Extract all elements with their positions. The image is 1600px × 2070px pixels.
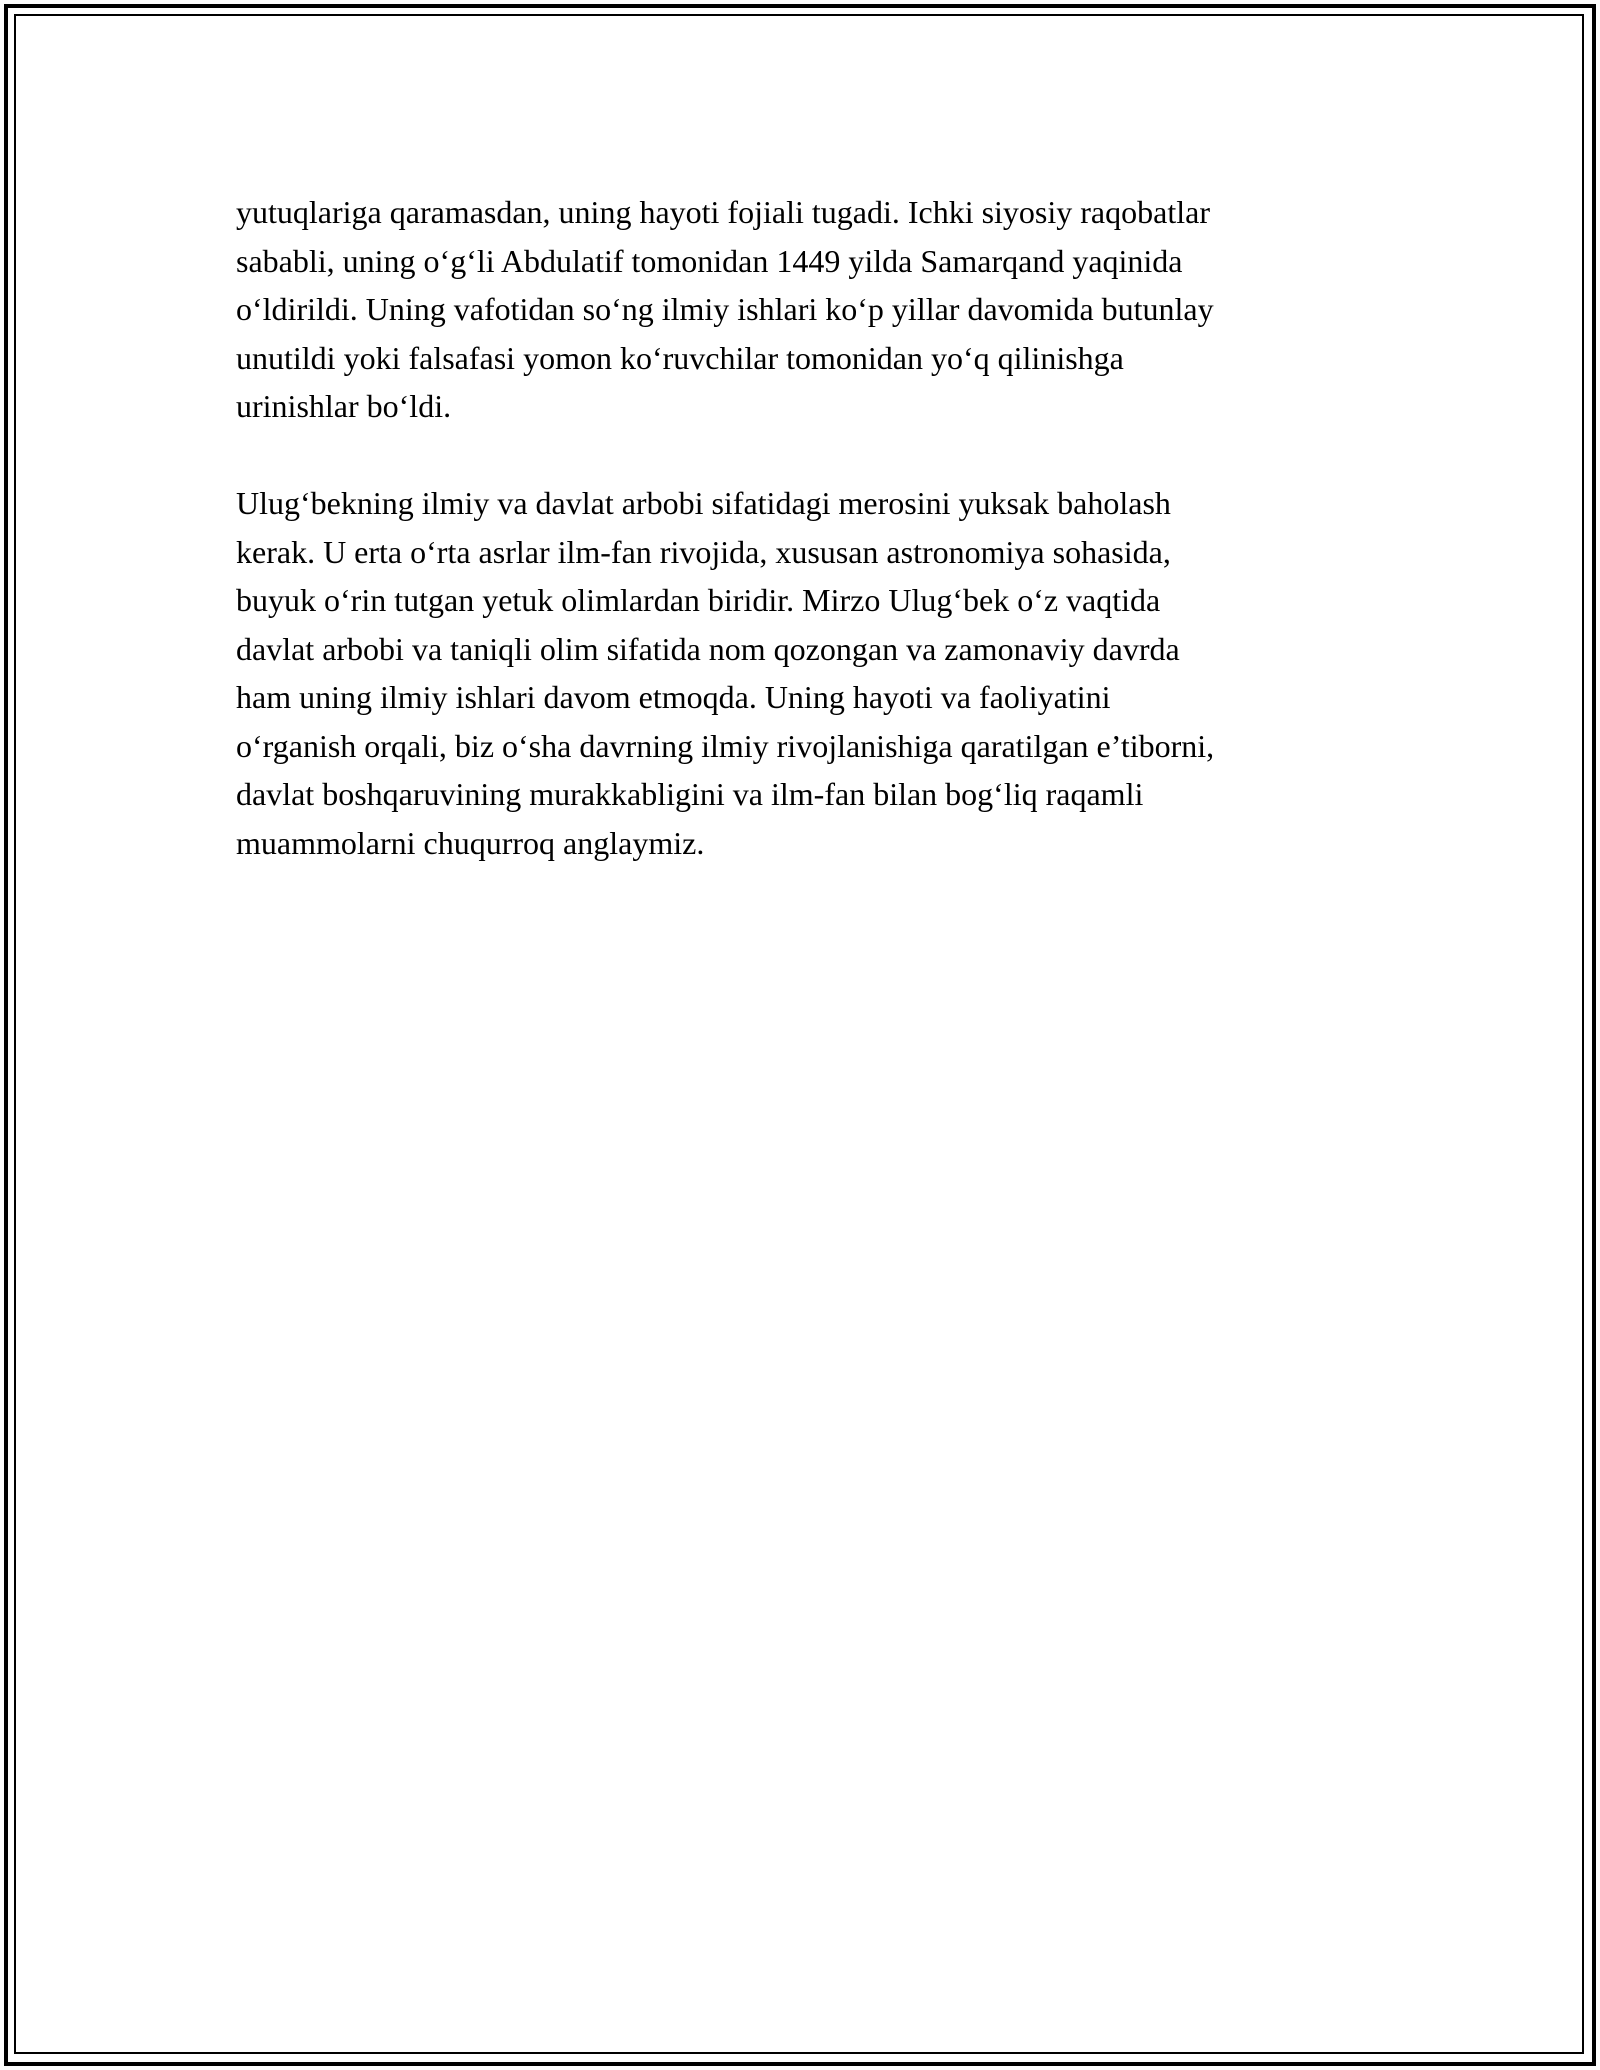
document-body [236, 188, 1376, 867]
text-line: unutildi yoki falsafasi yomon ko‘ruvchilar tomonidan yo‘q qilinishga [236, 339, 1124, 376]
text-line: muammolarni chuqurroq anglaymiz. [236, 824, 705, 861]
text-line: o‘rganish orqali, biz o‘sha davrning ilmiy rivojlanishiga qaratilgan e’tiborni, [236, 727, 1215, 764]
text-line: Ulug‘bekning ilmiy va davlat arbobi sifatidagi merosini yuksak baholash [236, 485, 1171, 521]
paragraph-1 [236, 188, 1376, 431]
text-line: o‘ldirildi. Uning vafotidan so‘ng ilmiy ishlari ko‘p yillar davomida butunlay [236, 291, 1214, 327]
text-line: urinishlar bo‘ldi. [236, 388, 452, 424]
text-line: sababli, uning o‘g‘li Abdulatif tomonidan 1449 yilda Samarqand yaqinida [236, 242, 1183, 279]
text-line: kerak. U erta o‘rta asrlar ilm-fan rivojida, xususan astronomiya sohasida, [236, 533, 1171, 570]
text-line: ham uning ilmiy ishlari davom etmoqda. Uning hayoti va faoliyatini [236, 679, 1111, 715]
text-line: yutuqlariga qaramasdan, uning hayoti fojiali tugadi. Ichki siyosiy raqobatlar [236, 194, 1210, 230]
text-line: davlat arbobi va taniqli olim sifatida nom qozongan va zamonaviy davrda [236, 630, 1180, 667]
paragraph-2 [236, 479, 1376, 867]
text-line: buyuk o‘rin tutgan yetuk olimlardan biridir. Mirzo Ulug‘bek o‘z vaqtida [236, 582, 1161, 618]
text-line: davlat boshqaruvining murakkabligini va ilm-fan bilan bog‘liq raqamli [236, 776, 1144, 812]
